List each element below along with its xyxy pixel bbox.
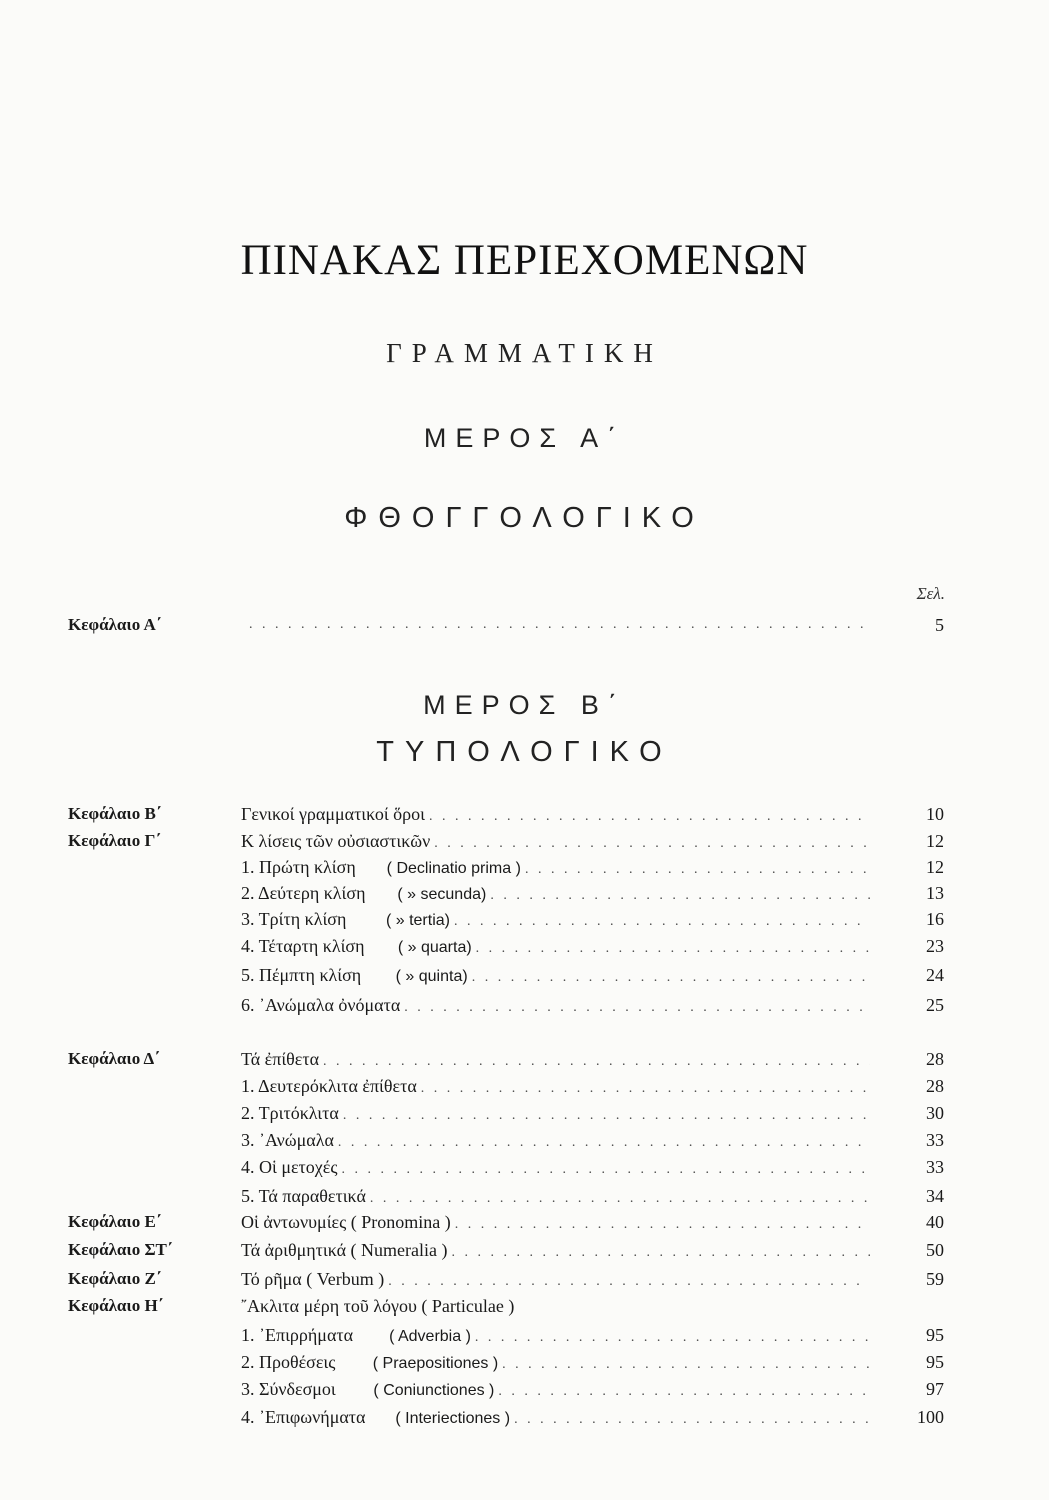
leader-dots xyxy=(514,1406,870,1434)
page-number: 100 xyxy=(917,1407,944,1427)
toc-entry xyxy=(241,961,874,992)
toc-row xyxy=(0,611,1049,639)
page-number: 28 xyxy=(926,1049,944,1069)
chapter-label: Κεφάλαιο Δ΄ xyxy=(68,1049,160,1068)
toc-row xyxy=(0,1403,1049,1431)
chapter-label: Κεφάλαιο Ζ΄ xyxy=(68,1269,162,1288)
toc-row xyxy=(0,1292,1049,1320)
leader-dots xyxy=(452,1239,871,1267)
entry-latin: ( » quinta) xyxy=(395,968,468,985)
leader-dots xyxy=(476,935,870,963)
leader-dots xyxy=(455,1211,870,1239)
leader-dots xyxy=(404,994,870,1022)
entry-latin: ( Adverbia ) xyxy=(389,1328,471,1345)
page-number: 13 xyxy=(926,883,944,903)
page-number: 33 xyxy=(926,1130,944,1150)
leader-dots xyxy=(249,611,870,639)
page-number: 50 xyxy=(926,1240,944,1260)
entry-title: 1. ᾿Επιρρήματα xyxy=(241,1325,354,1345)
toc-row xyxy=(0,853,1049,881)
toc-row xyxy=(0,1045,1049,1073)
page-number: 30 xyxy=(926,1103,944,1123)
entry-title: Οἱ ἀντωνυμίες ( Pronomina ) xyxy=(241,1212,451,1232)
toc-entry xyxy=(241,1292,874,1320)
entry-title: 6. ᾿Ανώμαλα ὀνόματα xyxy=(241,995,401,1015)
toc-row xyxy=(0,1265,1049,1293)
page-number: 12 xyxy=(926,857,944,877)
entry-title: 4. ᾿Επιφωνήματα xyxy=(241,1407,366,1427)
entry-title: Τά ἀριθμητικά ( Numeralia ) xyxy=(241,1240,448,1260)
toc-row xyxy=(0,879,1049,907)
leader-dots xyxy=(341,1156,870,1184)
toc-entry xyxy=(241,1236,874,1267)
entry-title: 4. Οἱ μετοχές xyxy=(241,1157,338,1177)
page-number: 12 xyxy=(926,831,944,851)
leader-dots xyxy=(498,1378,870,1406)
entry-title: 1. Πρώτη κλίση xyxy=(241,857,356,877)
entry-title: 5. Τά παραθετικά xyxy=(241,1186,366,1206)
toc-entry xyxy=(241,1403,874,1434)
entry-title: 2. Τριτόκλιτα xyxy=(241,1103,339,1123)
toc-entry xyxy=(245,611,874,639)
entry-title: Τά ἐπίθετα xyxy=(241,1049,320,1069)
entry-title: 3. ᾿Ανώμαλα xyxy=(241,1130,334,1150)
page-number: 10 xyxy=(926,804,944,824)
chapter-label: Κεφάλαιο Ε΄ xyxy=(68,1212,162,1231)
toc-row xyxy=(0,1072,1049,1100)
toc-row xyxy=(0,932,1049,960)
toc-row xyxy=(0,1375,1049,1403)
page-number: 23 xyxy=(926,936,944,956)
page-number: 24 xyxy=(926,965,944,985)
toc-row xyxy=(0,961,1049,989)
entry-latin: ( Coniunctiones ) xyxy=(373,1382,495,1399)
heading-morphology: ΤΥΠΟΛΟΓΙΚΟ xyxy=(376,736,673,768)
toc-row xyxy=(0,1348,1049,1376)
chapter-label: Κεφάλαιο Α΄ xyxy=(68,615,162,634)
chapter-label: Κεφάλαιο Η΄ xyxy=(68,1296,164,1315)
entry-title: 3. Τρίτη κλίση xyxy=(241,909,347,929)
chapter-label: Κεφάλαιο Β΄ xyxy=(68,804,162,823)
toc-row xyxy=(0,800,1049,828)
toc-row xyxy=(0,1153,1049,1181)
toc-row xyxy=(0,827,1049,855)
leader-dots xyxy=(472,964,870,992)
entry-title: 5. Πέμπτη κλίση xyxy=(241,965,362,985)
toc-row xyxy=(0,1126,1049,1154)
toc-row xyxy=(0,991,1049,1019)
entry-title: 2. Δεύτερη κλίση xyxy=(241,883,366,903)
entry-title: Γενικοί γραμματικοί ὅροι xyxy=(241,804,425,824)
page-number: 28 xyxy=(926,1076,944,1096)
toc-entry xyxy=(241,1208,874,1239)
toc-entry xyxy=(241,932,874,963)
entry-latin: ( Declinatio prima ) xyxy=(386,860,521,877)
page-column-label: Σελ. xyxy=(916,584,945,603)
page-number: 5 xyxy=(935,615,944,635)
page-number: 25 xyxy=(926,995,944,1015)
page-number: 97 xyxy=(926,1379,944,1399)
entry-title: Τό ρῆμα ( Verbum ) xyxy=(241,1269,385,1289)
page-number: 34 xyxy=(926,1186,944,1206)
chapter-label: Κεφάλαιο Γ΄ xyxy=(68,831,161,850)
heading-phonology: ΦΘΟΓΓΟΛΟΓΙΚΟ xyxy=(344,502,705,534)
page-number: 40 xyxy=(926,1212,944,1232)
chapter-label: Κεφάλαιο ΣΤ΄ xyxy=(68,1240,173,1259)
toc-row xyxy=(0,905,1049,933)
page-number: 16 xyxy=(926,909,944,929)
page-number: 59 xyxy=(926,1269,944,1289)
entry-title: 4. Τέταρτη κλίση xyxy=(241,936,365,956)
page-title: ΠΙΝΑΚΑΣ ΠΕΡΙΕΧΟΜΕΝΩΝ xyxy=(240,237,809,284)
page-number: 95 xyxy=(926,1352,944,1372)
toc-entry xyxy=(241,991,874,1022)
entry-title: ῎Ακλιτα μέρη τοῦ λόγου ( Particulae ) xyxy=(241,1296,515,1316)
toc-row xyxy=(0,1099,1049,1127)
entry-latin: ( Interiectiones ) xyxy=(395,1410,511,1427)
entry-title: 1. Δευτερόκλιτα ἐπίθετα xyxy=(241,1076,417,1096)
toc-row xyxy=(0,1236,1049,1264)
page-number: 33 xyxy=(926,1157,944,1177)
entry-title: 3. Σύνδεσμοι xyxy=(241,1379,336,1399)
entry-latin: ( » quarta) xyxy=(397,939,472,956)
entry-latin: ( Praepositiones ) xyxy=(372,1355,499,1372)
entry-title: Κ λίσεις τῶν οὐσιαστικῶν xyxy=(241,831,431,851)
heading-grammar: ΓΡΑΜΜΑΤΙΚΗ xyxy=(386,338,663,368)
page-number: 95 xyxy=(926,1325,944,1345)
toc-row xyxy=(0,1321,1049,1349)
entry-latin: ( » secunda) xyxy=(397,886,487,903)
toc-entry xyxy=(241,1153,874,1184)
toc-entry xyxy=(241,1375,874,1406)
toc-row xyxy=(0,1182,1049,1210)
toc-row xyxy=(0,1208,1049,1236)
entry-latin: ( » tertia) xyxy=(385,912,450,929)
heading-part-a: ΜΕΡΟΣ Α΄ xyxy=(423,423,626,453)
entry-title: 2. Προθέσεις xyxy=(241,1352,336,1372)
heading-part-b: ΜΕΡΟΣ Β΄ xyxy=(423,690,626,720)
